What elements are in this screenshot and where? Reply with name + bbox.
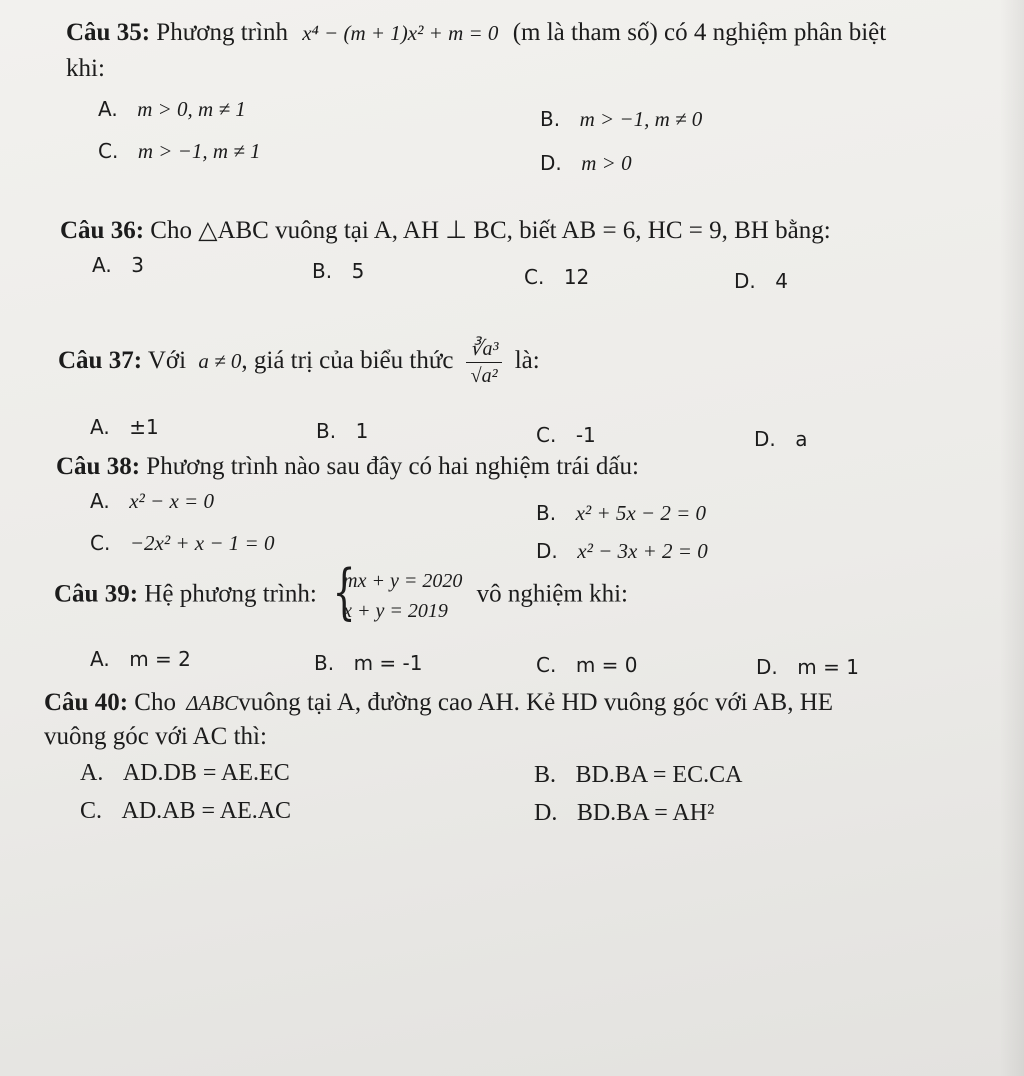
q35-option-d-letter: D. [540,151,562,175]
q39-option-b[interactable] [314,650,422,676]
q40-option-b-letter: B. [534,762,557,788]
q36-option-d-letter: D. [734,269,756,293]
q36-option-c-letter: C. [524,265,545,289]
q38-option-a[interactable] [90,488,214,514]
q40-option-a[interactable] [80,760,290,787]
system-equation-1: mx + y = 2020 [343,570,463,592]
question-35-line2: khi: [66,55,105,82]
question-36-text: Cho △ABC vuông tại A, AH ⊥ BC, biết AB = 6, HC = 9, BH bằng: [150,217,831,244]
question-38-label: Câu 38: [56,453,141,480]
q38-option-d[interactable] [536,538,708,564]
q37-option-d-value: a [795,427,808,451]
question-40-text-before: Cho [134,689,176,716]
question-35-text-after: (m là tham số) có 4 nghiệm phân biệt [512,19,887,46]
question-40-text-line1: vuông tại A, đường cao AH. Kẻ HD vuông góc với AB, HE [238,689,834,716]
q37-option-d[interactable] [754,426,808,452]
q40-option-c-letter: C. [80,798,103,824]
equation-system [331,557,463,627]
q35-option-b-letter: B. [540,107,561,131]
q39-option-b-letter: B. [314,651,335,675]
q35-option-d[interactable] [540,150,632,176]
q35-option-a-letter: A. [98,97,118,121]
system-equation-2: x + y = 2019 [343,600,448,622]
q35-option-a-value: m > 0, m ≠ 1 [137,97,246,121]
question-40 [44,686,833,720]
question-36-label: Câu 36: [60,217,145,244]
question-39-text-before: Hệ phương trình: [144,580,317,608]
question-39-text-after: vô nghiệm khi: [476,580,628,608]
q35-option-a[interactable] [98,96,246,122]
question-37-text-after: là: [514,347,540,375]
q35-option-c[interactable] [98,138,261,164]
q38-option-a-value: x² − x = 0 [129,489,214,513]
q37-option-b-value: 1 [355,419,369,443]
question-40-label: Câu 40: [44,689,129,716]
q39-option-c[interactable] [536,652,638,678]
q39-option-a-letter: A. [90,647,110,671]
q35-option-b[interactable] [540,106,702,132]
q36-option-d-value: 4 [775,269,788,293]
question-39 [54,557,628,627]
page-edge-shadow [1000,0,1024,1076]
q35-option-c-value: m > −1, m ≠ 1 [137,139,261,163]
q37-option-a-letter: A. [90,415,110,439]
question-37 [58,336,540,389]
question-36 [60,214,831,248]
q36-option-c[interactable] [524,264,589,290]
q37-option-c-value: -1 [575,423,596,447]
question-38-text: Phương trình nào sau đây có hai nghiệm trái dấu: [146,453,639,480]
question-35-text-before: Phương trình [156,19,288,46]
question-39-label: Câu 39: [54,580,139,608]
q36-option-d[interactable] [734,268,788,294]
q35-option-b-value: m > −1, m ≠ 0 [579,107,703,131]
q40-option-c[interactable] [80,798,291,825]
q39-option-c-letter: C. [536,653,557,677]
question-35-label: Câu 35: [66,19,151,46]
q40-option-b[interactable] [534,762,742,789]
q38-option-d-letter: D. [536,539,558,563]
q38-option-b-letter: B. [536,501,557,525]
q40-option-d-value: BD.BA = AH² [576,800,715,826]
q39-option-d-letter: D. [756,655,778,679]
q38-option-a-letter: A. [90,489,110,513]
q40-option-a-value: AD.DB = AE.EC [122,760,290,786]
question-37-text-middle: , giá trị của biểu thức [241,347,454,375]
q35-option-c-letter: C. [98,139,119,163]
q38-option-d-value: x² − 3x + 2 = 0 [577,539,708,563]
q37-option-b-letter: B. [316,419,337,443]
q36-option-a-value: 3 [131,253,144,277]
q40-option-c-value: AD.AB = AE.AC [121,798,292,824]
q38-option-b-value: x² + 5x − 2 = 0 [575,501,707,525]
q38-option-c-letter: C. [90,531,111,555]
q37-option-b[interactable] [316,418,368,444]
q37-option-a-value: ±1 [129,415,159,439]
q36-option-a-letter: A. [92,253,112,277]
q38-option-c-value: −2x² + x − 1 = 0 [129,531,275,555]
question-37-text-before: Với [147,347,187,375]
q39-option-b-value: m = -1 [353,651,423,675]
q37-option-c-letter: C. [536,423,557,447]
q38-option-c[interactable] [90,530,274,556]
question-37-label: Câu 37: [58,347,143,375]
fraction-denominator: √a² [470,365,498,387]
q36-option-b-value: 5 [351,259,365,283]
question-40-triangle: ΔABC [186,691,239,715]
q37-option-a[interactable] [90,414,159,440]
question-40-line2: vuông góc với AC thì: [44,723,267,750]
fraction-numerator: ∛a³ [466,336,503,363]
q40-option-b-value: BD.BA = EC.CA [575,762,743,788]
q35-option-d-value: m > 0 [581,151,632,175]
q36-option-b-letter: B. [312,259,333,283]
left-brace-icon: { [332,557,356,627]
q39-option-d[interactable] [756,654,859,680]
q36-option-a[interactable] [92,252,144,278]
q39-option-d-value: m = 1 [797,655,859,679]
question-37-condition: a ≠ 0 [198,349,242,374]
q39-option-a-value: m = 2 [129,647,191,671]
q40-option-d-letter: D. [534,800,558,826]
q40-option-d[interactable] [534,800,714,827]
q40-option-a-letter: A. [80,760,104,786]
question-37-fraction [466,336,503,389]
question-35 [66,16,886,50]
q36-option-c-value: 12 [563,265,590,289]
q38-option-b[interactable] [536,500,706,526]
q37-option-c[interactable] [536,422,596,448]
question-38 [56,450,639,484]
question-35-equation: x⁴ − (m + 1)x² + m = 0 [302,21,499,45]
q39-option-a[interactable] [90,646,191,672]
q39-option-c-value: m = 0 [575,653,638,677]
q37-option-d-letter: D. [754,427,776,451]
q36-option-b[interactable] [312,258,364,284]
